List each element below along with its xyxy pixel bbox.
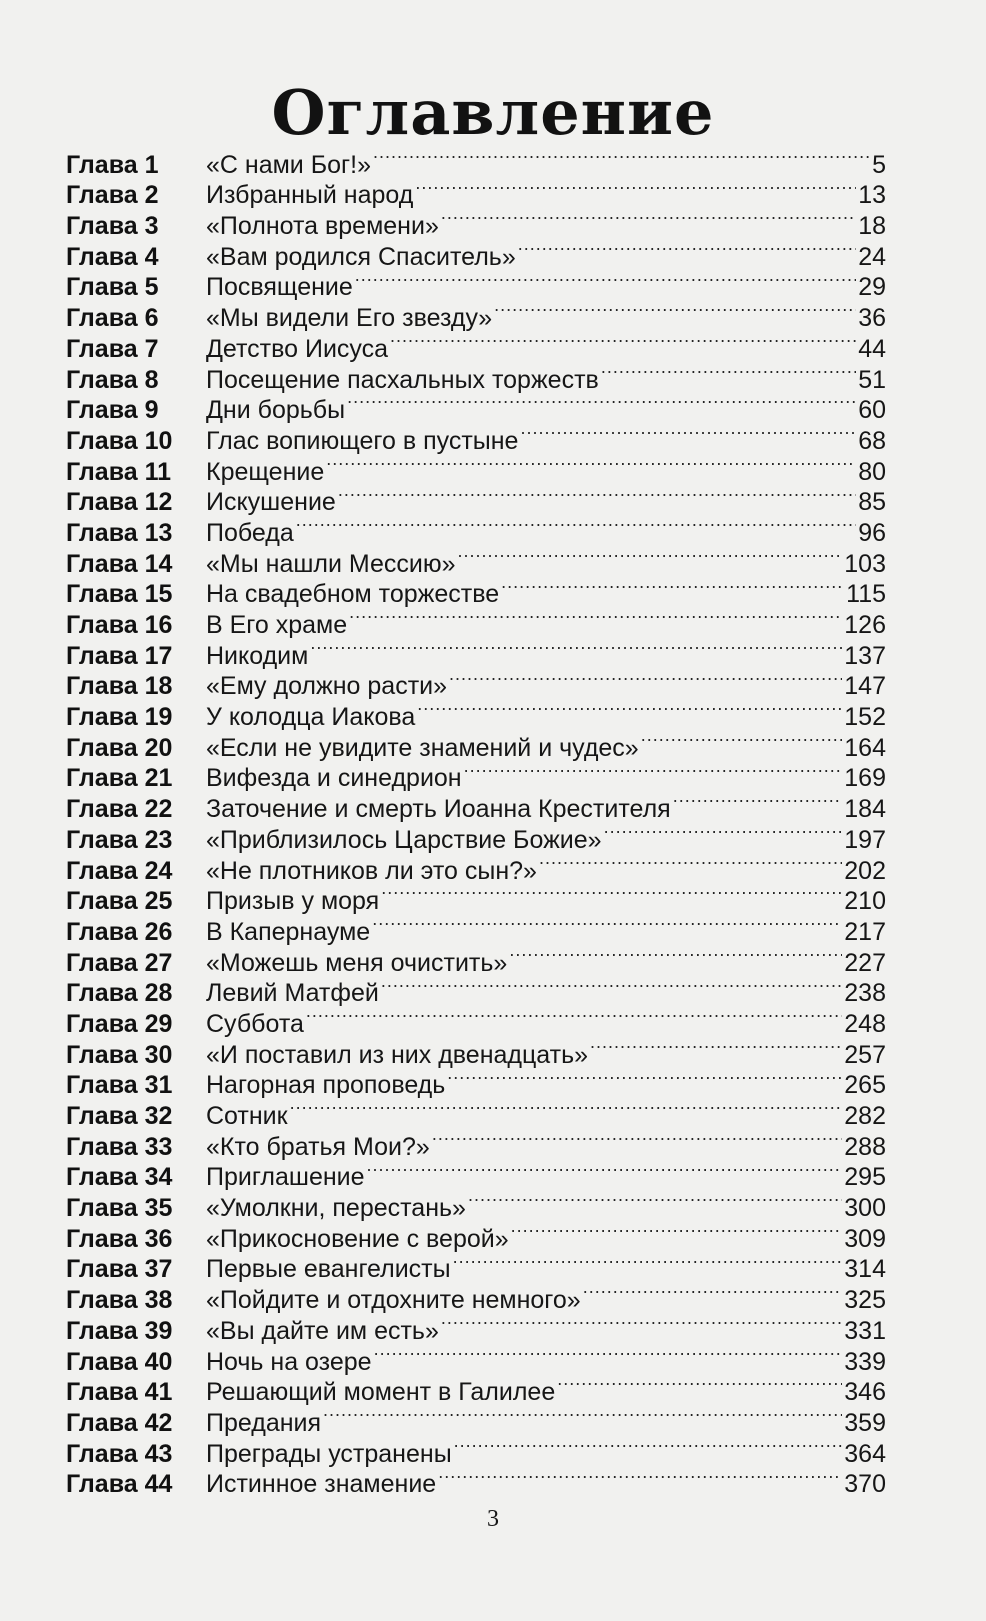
dot-leader [290, 1093, 843, 1124]
dot-leader [583, 1277, 843, 1308]
table-of-contents [66, 142, 886, 1499]
dot-leader [347, 388, 856, 419]
toc-row [66, 1247, 886, 1284]
chapter-page-number: 137 [844, 641, 886, 670]
chapter-title: Преграды устранены [206, 1439, 452, 1468]
toc-row [66, 694, 886, 732]
chapter-title: «Вы дайте им есть» [206, 1316, 439, 1345]
chapter-page-number: 197 [844, 825, 886, 854]
dot-leader [518, 234, 856, 265]
chapter-label: Глава 34 [66, 1163, 173, 1192]
chapter-page-number: 227 [844, 948, 886, 977]
chapter-title: «Если не увидите знамений и чудес» [206, 733, 639, 762]
page-number: 3 [487, 1506, 499, 1532]
dot-leader [449, 664, 842, 695]
toc-row [66, 357, 886, 394]
chapter-page-number: 339 [844, 1347, 886, 1376]
dot-leader [349, 602, 842, 633]
chapter-label: Глава 2 [66, 181, 159, 210]
chapter-label: Глава 44 [66, 1470, 173, 1499]
toc-row [66, 1400, 886, 1437]
dot-leader [381, 879, 842, 910]
chapter-title: «Прикосновение с верой» [206, 1224, 509, 1253]
chapter-label: Глава 27 [66, 948, 173, 977]
chapter-label: Глава 25 [66, 887, 173, 916]
chapter-label: Глава 29 [66, 1009, 173, 1038]
dot-leader [601, 357, 856, 388]
dot-leader [417, 694, 842, 725]
chapter-label: Глава 16 [66, 611, 173, 639]
chapter-page-number: 51 [858, 365, 886, 394]
chapter-title: Дни борьбы [206, 396, 346, 425]
chapter-label: Глава 33 [66, 1132, 173, 1161]
chapter-title: Крещение [206, 457, 325, 486]
chapter-title: Глас вопиющего в пустыне [206, 426, 519, 455]
chapter-page-number: 265 [844, 1071, 886, 1100]
dot-leader [372, 909, 842, 940]
chapter-label: Глава 12 [66, 488, 173, 517]
dot-leader [390, 326, 856, 357]
dot-leader [557, 1370, 842, 1401]
chapter-title: «Мы нашли Мессию» [206, 549, 456, 578]
chapter-label: Глава 17 [66, 641, 173, 670]
dot-leader [468, 1185, 842, 1216]
chapter-label: Глава 41 [66, 1378, 173, 1407]
dot-leader [323, 1400, 842, 1431]
chapter-title: Суббота [206, 1009, 304, 1038]
chapter-label: Глава 5 [66, 273, 159, 302]
toc-row [66, 142, 886, 179]
chapter-label: Глава 24 [66, 856, 173, 885]
toc-row [66, 602, 886, 639]
chapter-page-number: 5 [872, 150, 886, 179]
toc-row [66, 786, 886, 824]
dot-leader [458, 541, 843, 572]
toc-row [66, 1431, 886, 1468]
dot-leader [673, 786, 843, 817]
chapter-page-number: 18 [858, 212, 886, 241]
chapter-page-number: 257 [844, 1040, 886, 1069]
chapter-label: Глава 15 [66, 580, 173, 609]
dot-leader [326, 449, 856, 480]
chapter-title: «Умолкни, перестань» [206, 1194, 466, 1223]
toc-row [66, 388, 886, 425]
chapter-label: Глава 8 [66, 365, 159, 394]
dot-leader [604, 817, 843, 848]
chapter-label: Глава 6 [66, 304, 159, 333]
chapter-title: В Капернауме [206, 917, 371, 946]
chapter-title: «Не плотников ли это сын?» [206, 856, 537, 885]
chapter-page-number: 68 [858, 426, 886, 455]
chapter-page-number: 60 [858, 396, 886, 425]
chapter-label: Глава 3 [66, 212, 159, 241]
page-title: Оглавление [271, 75, 715, 149]
chapter-page-number: 169 [844, 764, 886, 793]
toc-row [66, 848, 886, 885]
chapter-title: Избранный народ [206, 181, 414, 210]
chapter-page-number: 115 [846, 580, 886, 609]
toc-row [66, 633, 886, 670]
chapter-label: Глава 30 [66, 1040, 173, 1069]
toc-row [66, 541, 886, 578]
toc-row [66, 1370, 886, 1407]
chapter-page-number: 210 [844, 887, 886, 916]
dot-leader [453, 1247, 843, 1278]
dot-leader [509, 940, 842, 971]
chapter-title: Предания [206, 1408, 322, 1437]
chapter-label: Глава 40 [66, 1347, 173, 1376]
chapter-title: Искушение [206, 488, 336, 517]
toc-row [66, 1093, 886, 1130]
chapter-title: Заточение и смерть Иоанна Крестителя [206, 795, 671, 824]
dot-leader [447, 1063, 842, 1094]
toc-row [66, 1277, 886, 1315]
toc-row [66, 1308, 886, 1345]
chapter-label: Глава 9 [66, 396, 159, 425]
dot-leader [539, 848, 842, 879]
dot-leader [441, 203, 856, 234]
chapter-label: Глава 13 [66, 518, 173, 547]
toc-row [66, 756, 886, 793]
chapter-title: В Его храме [206, 611, 348, 639]
toc-row [66, 725, 886, 762]
chapter-page-number: 288 [844, 1132, 886, 1161]
toc-row [66, 572, 886, 609]
chapter-label: Глава 1 [66, 150, 159, 179]
toc-row [66, 817, 886, 854]
dot-leader [415, 173, 856, 204]
chapter-label: Глава 4 [66, 242, 159, 271]
dot-leader [338, 480, 856, 511]
chapter-page-number: 103 [844, 549, 886, 578]
chapter-page-number: 24 [858, 242, 886, 271]
toc-row [66, 173, 886, 210]
chapter-page-number: 248 [844, 1009, 886, 1038]
chapter-page-number: 164 [844, 733, 886, 762]
chapter-page-number: 184 [844, 795, 886, 824]
dot-leader [454, 1431, 843, 1462]
chapter-label: Глава 28 [66, 979, 173, 1008]
chapter-label: Глава 37 [66, 1255, 173, 1284]
chapter-label: Глава 21 [66, 764, 173, 793]
chapter-label: Глава 38 [66, 1286, 173, 1315]
toc-row [66, 480, 886, 517]
toc-row [66, 971, 886, 1008]
chapter-page-number: 36 [858, 304, 886, 333]
chapter-label: Глава 11 [66, 457, 172, 486]
toc-row [66, 1032, 886, 1069]
chapter-label: Глава 36 [66, 1224, 173, 1253]
toc-row [66, 664, 886, 701]
toc-entry [206, 1462, 886, 1500]
chapter-page-number: 370 [844, 1470, 886, 1499]
chapter-page-number: 309 [844, 1224, 886, 1253]
toc-row [66, 909, 886, 946]
dot-leader [590, 1032, 842, 1063]
toc-row [66, 234, 886, 271]
chapter-title: Ночь на озере [206, 1347, 372, 1376]
chapter-label: Глава 22 [66, 795, 173, 824]
chapter-title: Детство Иисуса [206, 334, 389, 363]
chapter-title: «Вам родился Спаситель» [206, 242, 516, 271]
toc-row [66, 1001, 886, 1038]
chapter-label: Глава 43 [66, 1439, 173, 1468]
dot-leader [367, 1155, 843, 1186]
dot-leader [641, 725, 843, 756]
chapter-page-number: 346 [844, 1378, 886, 1407]
chapter-title: Решающий момент в Галилее [206, 1378, 556, 1407]
toc-row [66, 449, 886, 486]
chapter-title: Левий Матфей [206, 979, 379, 1008]
chapter-label: Глава 39 [66, 1316, 173, 1345]
toc-row [66, 203, 886, 241]
chapter-title: На свадебном торжестве [206, 580, 500, 609]
chapter-page-number: 126 [844, 611, 886, 639]
chapter-page-number: 300 [844, 1194, 886, 1223]
chapter-page-number: 282 [844, 1102, 886, 1130]
chapter-title: «Мы видели Его звезду» [206, 304, 493, 333]
chapter-page-number: 364 [844, 1439, 886, 1468]
toc-row [66, 1462, 886, 1499]
chapter-label: Глава 42 [66, 1408, 173, 1437]
chapter-label: Глава 35 [66, 1194, 173, 1223]
chapter-page-number: 325 [844, 1286, 886, 1315]
chapter-page-number: 29 [858, 273, 886, 302]
chapter-label: Глава 14 [66, 549, 173, 578]
chapter-title: Приглашение [206, 1163, 365, 1192]
chapter-page-number: 80 [858, 457, 886, 486]
chapter-page-number: 147 [844, 672, 886, 701]
toc-row [66, 1155, 886, 1192]
chapter-title: «Ему должно расти» [206, 672, 448, 701]
chapter-title: У колодца Иакова [206, 703, 416, 732]
dot-leader [381, 971, 842, 1002]
dot-leader [511, 1216, 843, 1247]
chapter-page-number: 238 [844, 979, 886, 1008]
chapter-title: Никодим [206, 641, 309, 670]
chapter-title: «Пойдите и отдохните немного» [206, 1286, 581, 1315]
chapter-label: Глава 20 [66, 733, 173, 762]
chapter-page-number: 331 [844, 1316, 886, 1345]
toc-row [66, 295, 886, 333]
dot-leader [441, 1308, 842, 1339]
dot-leader [432, 1124, 842, 1155]
chapter-label: Глава 31 [66, 1071, 173, 1100]
toc-row [66, 879, 886, 916]
chapter-label: Глава 19 [66, 703, 173, 732]
dot-leader [501, 572, 844, 603]
chapter-page-number: 96 [858, 518, 886, 547]
chapter-page-number: 152 [844, 703, 886, 732]
dot-leader [355, 265, 856, 296]
chapter-page-number: 44 [858, 334, 886, 363]
chapter-title: «Полнота времени» [206, 212, 439, 241]
chapter-label: Глава 7 [66, 334, 159, 363]
chapter-title: «Можешь меня очистить» [206, 948, 508, 977]
chapter-label: Глава 10 [66, 426, 173, 455]
chapter-page-number: 359 [844, 1408, 886, 1437]
chapter-label: Глава 32 [66, 1102, 173, 1130]
dot-leader [373, 142, 870, 173]
chapter-title: Истинное знамение [206, 1470, 437, 1499]
toc-row [66, 1339, 886, 1376]
toc-row [66, 1124, 886, 1161]
dot-leader [438, 1462, 842, 1493]
toc-row [66, 1216, 886, 1253]
chapter-page-number: 314 [844, 1255, 886, 1284]
chapter-page-number: 295 [844, 1163, 886, 1192]
toc-row [66, 510, 886, 547]
dot-leader [494, 295, 856, 326]
toc-row [66, 326, 886, 363]
chapter-title: Победа [206, 518, 294, 547]
chapter-title: Сотник [206, 1102, 288, 1130]
chapter-title: Вифезда и синедрион [206, 764, 462, 793]
dot-leader [520, 418, 856, 449]
chapter-title: «Приблизилось Царствие Божие» [206, 825, 602, 854]
dot-leader [374, 1339, 843, 1370]
chapter-label: Глава 26 [66, 917, 173, 946]
toc-row [66, 1185, 886, 1223]
chapter-label: Глава 23 [66, 825, 173, 854]
dot-leader [464, 756, 843, 787]
chapter-title: «Кто братья Мои?» [206, 1132, 430, 1161]
chapter-title: Призыв у моря [206, 887, 380, 916]
chapter-page-number: 217 [844, 917, 886, 946]
toc-row [66, 418, 886, 455]
dot-leader [296, 510, 856, 541]
toc-row [66, 940, 886, 977]
chapter-title: «С нами Бог!» [206, 150, 371, 179]
chapter-title: «И поставил из них двенадцать» [206, 1040, 589, 1069]
chapter-page-number: 202 [844, 856, 886, 885]
chapter-label: Глава 18 [66, 672, 173, 701]
chapter-page-number: 13 [858, 181, 886, 210]
dot-leader [310, 633, 842, 664]
dot-leader [306, 1001, 842, 1032]
toc-row [66, 1063, 886, 1100]
toc-row [66, 265, 886, 302]
chapter-title: Нагорная проповедь [206, 1071, 446, 1100]
chapter-title: Посещение пасхальных торжеств [206, 365, 599, 394]
chapter-page-number: 85 [858, 488, 886, 517]
chapter-title: Посвящение [206, 273, 353, 302]
chapter-title: Первые евангелисты [206, 1255, 451, 1284]
